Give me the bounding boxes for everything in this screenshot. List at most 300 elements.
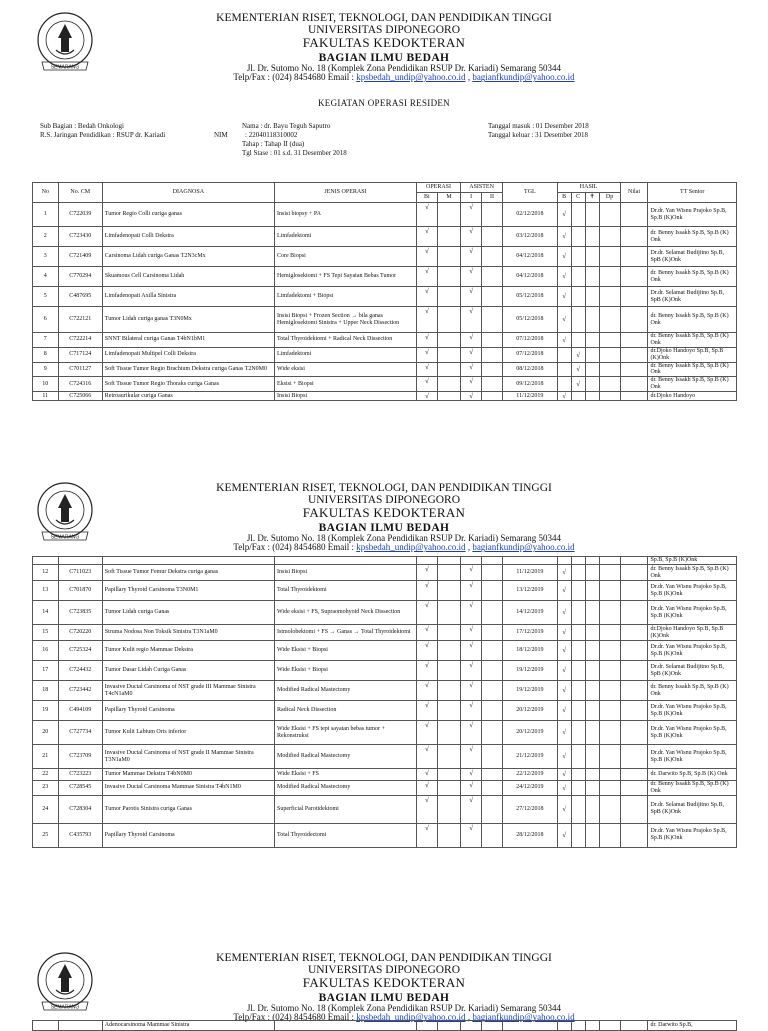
cell-asisten-ii <box>482 795 503 823</box>
cell-hasil-c: √ <box>571 347 585 362</box>
cell-diagnosa: Tumor Mammae Dekstra T4bN0M0 <box>102 769 274 781</box>
cell-asisten-i: √ <box>461 377 482 392</box>
partial-senior: dr. Darwito Sp.B, <box>648 1021 737 1031</box>
cell-operasi-bi: √ <box>416 781 437 796</box>
cell-hasil-b: √ <box>557 581 571 601</box>
resident-nim: : 22040118310002 <box>245 131 298 139</box>
cell-nilai <box>620 287 648 307</box>
cell-jenis-operasi: Limfadektomi + Biopsi <box>274 287 416 307</box>
email-link-1[interactable]: kpsbedah_undip@yahoo.co.id <box>356 72 466 83</box>
cell-hasil-c <box>571 641 585 661</box>
cell-tgl: 27/12/2018 <box>503 795 558 823</box>
cell-no: 7 <box>33 333 59 348</box>
resident-info <box>0 122 768 182</box>
cell-jenis-operasi: Limfadektomi <box>274 347 416 362</box>
cell-asisten-i: √ <box>461 745 482 769</box>
cell-tt-senior: dr. Benny Issakh Sp.B, Sp.B (K) Onk <box>648 227 737 247</box>
cell-no: 15 <box>33 625 59 641</box>
cell-diagnosa: Tumor Kulit Labium Oris inferior <box>102 721 274 745</box>
cell-tgl: 20/12/2019 <box>503 701 558 721</box>
cell-tgl: 17/12/2019 <box>503 625 558 641</box>
cell-nilai <box>620 377 648 392</box>
table-row-carry <box>33 557 737 565</box>
cell-asisten-ii <box>482 392 503 401</box>
address: Jl. Dr. Sutomo No. 18 (Komplek Zona Pendidikan RSUP Dr. Kariadi) Semarang 50344 <box>246 532 562 543</box>
cell-hasil-b: √ <box>557 565 571 581</box>
cell-hasil-b: √ <box>557 247 571 267</box>
cell-nilai <box>620 203 648 227</box>
cell-no: 24 <box>33 795 59 823</box>
table-row <box>33 721 737 745</box>
cell-hasil-cross <box>585 247 599 267</box>
cell-hasil-dp <box>599 661 620 681</box>
university-name: UNIVERSITAS DIPONEGORO <box>307 964 461 977</box>
cell-asisten-i: √ <box>461 347 482 362</box>
cell-hasil-cross <box>585 377 599 392</box>
cell-hasil-b: √ <box>557 661 571 681</box>
cell-nilai <box>620 721 648 745</box>
cell-operasi-m <box>437 641 460 661</box>
cell-hasil-b: √ <box>557 823 571 847</box>
cell-hasil-cross <box>585 347 599 362</box>
cell-tt-senior: dr.Djoko Handoyo Sp.B, Sp.B (K)Onk <box>648 625 737 641</box>
cell-no: 20 <box>33 721 59 745</box>
cell-no-cm: C723709 <box>58 745 102 769</box>
cell-operasi-m <box>437 769 460 781</box>
cell-nilai <box>620 333 648 348</box>
header-dp: Dp <box>599 193 620 203</box>
cell-hasil-b: √ <box>557 625 571 641</box>
cell-asisten-ii <box>482 701 503 721</box>
cell-operasi-m <box>437 227 460 247</box>
cell-asisten-i: √ <box>461 823 482 847</box>
header-ii: II <box>482 193 503 203</box>
cell-no: 22 <box>33 769 59 781</box>
cell-asisten-ii <box>482 347 503 362</box>
cell-operasi-bi: √ <box>416 625 437 641</box>
cell-operasi-m <box>437 625 460 641</box>
cell-hasil-dp <box>599 795 620 823</box>
carry-senior: Sp.B, Sp.B (K)Onk <box>648 557 737 565</box>
cell-hasil-b <box>557 347 571 362</box>
cell-no-cm: C720220 <box>58 625 102 641</box>
cell-operasi-m <box>437 392 460 401</box>
cell-hasil-b: √ <box>557 392 571 401</box>
header-tt-senior: TT Senior <box>648 183 737 203</box>
address: Jl. Dr. Sutomo No. 18 (Komplek Zona Pendidikan RSUP Dr. Kariadi) Semarang 50344 <box>246 62 562 73</box>
cell-jenis-operasi: Total Thyroidectomi <box>275 823 417 847</box>
faculty-name: FAKULTAS KEDOKTERAN <box>302 35 466 51</box>
cell-jenis-operasi: Total Thyroidektomi <box>275 581 417 601</box>
cell-operasi-m <box>437 661 460 681</box>
cell-jenis-operasi: Wide Eksisi + Biopsi <box>275 661 417 681</box>
cell-operasi-bi: √ <box>416 203 437 227</box>
cell-diagnosa: Retroaurikular curiga Ganas <box>102 392 274 401</box>
cell-asisten-i: √ <box>461 681 482 701</box>
cell-no-cm: C721409 <box>58 247 102 267</box>
cell-no: 19 <box>33 701 59 721</box>
cell-operasi-bi: √ <box>416 641 437 661</box>
cell-operasi-m <box>437 823 460 847</box>
cell-operasi-bi: √ <box>416 307 437 333</box>
cell-operasi-bi: √ <box>416 333 437 348</box>
table-row <box>33 392 737 401</box>
cell-asisten-ii <box>482 769 503 781</box>
cell-hasil-b: √ <box>557 333 571 348</box>
ministry-name: KEMENTERIAN RISET, TEKNOLOGI, DAN PENDIDIKAN TINGGI <box>216 952 552 964</box>
cell-operasi-bi: √ <box>416 362 437 377</box>
cell-nilai <box>620 227 648 247</box>
cell-no-cm: C724316 <box>58 377 102 392</box>
cell-no: 21 <box>33 745 59 769</box>
table-row <box>33 333 737 348</box>
cell-no: 25 <box>33 823 59 847</box>
cell-no: 23 <box>33 781 59 796</box>
cell-hasil-dp <box>599 203 620 227</box>
university-name: UNIVERSITAS DIPONEGORO <box>307 24 461 37</box>
cell-hasil-dp <box>599 347 620 362</box>
cell-tgl: 05/12/2018 <box>503 307 558 333</box>
cell-no: 4 <box>33 267 59 287</box>
cell-jenis-operasi: Superficial Parotidektomi <box>275 795 417 823</box>
cell-hasil-b: √ <box>557 769 571 781</box>
cell-hasil-b: √ <box>557 701 571 721</box>
cell-no: 17 <box>33 661 59 681</box>
cell-operasi-m <box>437 565 460 581</box>
cell-nilai <box>620 795 648 823</box>
cell-tgl: 11/12/2019 <box>503 565 558 581</box>
phone-text: Telp/Fax : (024) 8454680 Email : <box>233 1012 357 1023</box>
cell-no-cm: C725324 <box>58 641 102 661</box>
cell-no-cm: C725066 <box>58 392 102 401</box>
address: Jl. Dr. Sutomo No. 18 (Komplek Zona Pendidikan RSUP Dr. Kariadi) Semarang 50344 <box>246 1002 562 1013</box>
cell-asisten-ii <box>482 565 503 581</box>
cell-hasil-c <box>571 581 585 601</box>
cell-nilai <box>620 823 648 847</box>
cell-no-cm: C770294 <box>58 267 102 287</box>
cell-no: 8 <box>33 347 59 362</box>
cell-asisten-ii <box>482 227 503 247</box>
cell-jenis-operasi: Wide Eksisi + FS <box>275 769 417 781</box>
cell-hasil-dp <box>599 823 620 847</box>
email-link-2[interactable]: bagianfkundip@yahoo.co.id <box>472 542 575 553</box>
contact-line <box>0 543 768 552</box>
cell-operasi-bi: √ <box>416 823 437 847</box>
cell-asisten-i: √ <box>461 769 482 781</box>
cell-hasil-b: √ <box>557 745 571 769</box>
cell-tgl: 02/12/2018 <box>503 203 558 227</box>
cell-hasil-b: √ <box>557 307 571 333</box>
cell-asisten-i: √ <box>461 625 482 641</box>
cell-hasil-b: √ <box>557 795 571 823</box>
cell-diagnosa: Skuamous Cell Carsinoma Lidah <box>102 267 274 287</box>
cell-diagnosa: Papillary Thyroid Carsinoma T3N0M1 <box>102 581 274 601</box>
cell-nilai <box>620 247 648 267</box>
cell-no-cm: C722121 <box>58 307 102 333</box>
cell-hasil-b <box>557 377 571 392</box>
cell-no-cm: C494109 <box>58 701 102 721</box>
ministry-name: KEMENTERIAN RISET, TEKNOLOGI, DAN PENDIDIKAN TINGGI <box>216 12 552 24</box>
cell-no-cm: C727734 <box>58 721 102 745</box>
cell-hasil-c: √ <box>571 362 585 377</box>
cell-nilai <box>620 745 648 769</box>
cell-jenis-operasi: Wide Eksisi + FS tepi sayatan bebas tumor + Rekonstruksi <box>275 721 417 745</box>
header-operasi: OPERASI <box>416 183 460 193</box>
tgl-stase: Tgl Stase : 01 s.d. 31 Desember 2018 <box>242 149 347 157</box>
cell-jenis-operasi: Insisi Biopsi + Frozen Section → bila ganas Hemiglosektomi Sinistra + Upper Neck Dissection <box>274 307 416 333</box>
cell-hasil-cross <box>585 781 599 796</box>
cell-hasil-c <box>571 307 585 333</box>
email-link-2[interactable]: bagianfkundip@yahoo.co.id <box>472 1012 575 1023</box>
cell-nilai <box>620 307 648 333</box>
table-row <box>33 203 737 227</box>
cell-diagnosa: Soft Tissue Tumor Regio Thoraks curiga Ganas <box>102 377 274 392</box>
email-link-1[interactable]: kpsbedah_undip@yahoo.co.id <box>356 542 466 553</box>
cell-no: 13 <box>33 581 59 601</box>
cell-operasi-m <box>437 362 460 377</box>
table-row <box>33 267 737 287</box>
cell-tt-senior: dr.Djoko Handoyo Sp.B, Sp.B (K)Onk <box>648 347 737 362</box>
cell-operasi-m <box>437 745 460 769</box>
cell-hasil-b: √ <box>557 267 571 287</box>
cell-diagnosa: Limfadenopati Axilla Sinistra <box>102 287 274 307</box>
cell-hasil-c <box>571 227 585 247</box>
cell-hasil-cross <box>585 701 599 721</box>
cell-hasil-b <box>557 362 571 377</box>
cell-hasil-b: √ <box>557 601 571 625</box>
cell-operasi-bi: √ <box>416 601 437 625</box>
cell-hasil-c <box>571 247 585 267</box>
header-jenis-operasi: JENIS OPERASI <box>274 183 416 203</box>
header-c: C <box>571 193 585 203</box>
cell-no-cm: C723835 <box>58 601 102 625</box>
cell-asisten-ii <box>482 641 503 661</box>
cell-operasi-m <box>437 247 460 267</box>
table-row <box>33 377 737 392</box>
cell-diagnosa: SNNT Bilateral curiga Ganas T4bN1bM1 <box>102 333 274 348</box>
cell-asisten-i: √ <box>461 601 482 625</box>
cell-hasil-dp <box>599 781 620 796</box>
cell-operasi-bi: √ <box>416 681 437 701</box>
cell-asisten-i: √ <box>461 307 482 333</box>
cell-operasi-bi: √ <box>416 701 437 721</box>
header-diagnosa: DIAGNOSA <box>102 183 274 203</box>
document-page-1 <box>0 0 768 470</box>
department-name: BAGIAN ILMU BEDAH <box>318 991 450 1004</box>
cell-asisten-ii <box>482 721 503 745</box>
table-row <box>33 701 737 721</box>
sub-bagian: Sub Bagian : Bedah Onkologi <box>40 122 124 130</box>
cell-operasi-m <box>437 287 460 307</box>
cell-nilai <box>620 781 648 796</box>
cell-jenis-operasi: Eksisi + Biopsi <box>274 377 416 392</box>
cell-no-cm: C724432 <box>58 661 102 681</box>
cell-operasi-bi: √ <box>416 347 437 362</box>
cell-jenis-operasi: Hemiglosektomi + FS Tepi Sayatan Bebas Tumor <box>274 267 416 287</box>
cell-nilai <box>620 661 648 681</box>
cell-nilai <box>620 681 648 701</box>
table-row <box>33 745 737 769</box>
tanggal-masuk: Tanggal masuk : 01 Desember 2018 <box>488 122 589 130</box>
cell-hasil-dp <box>599 625 620 641</box>
cell-hasil-cross <box>585 581 599 601</box>
cell-hasil-dp <box>599 601 620 625</box>
cell-tgl: 21/12/2019 <box>503 745 558 769</box>
cell-diagnosa: Invasive Ductal Carsinoma of NST grade II Mammae Sinistra T3N1aM0 <box>102 745 274 769</box>
cell-diagnosa: Limfadenopati Multipel Colli Dekstra <box>102 347 274 362</box>
header-b: B <box>557 193 571 203</box>
table-row <box>33 823 737 847</box>
cell-no-cm: C701127 <box>58 362 102 377</box>
cell-tt-senior: dr.Djoko Handoyo <box>648 392 737 401</box>
email-link-2[interactable]: bagianfkundip@yahoo.co.id <box>472 72 575 83</box>
logo-text: SEMARANG <box>50 64 80 71</box>
cell-asisten-i: √ <box>461 701 482 721</box>
cell-operasi-m <box>437 795 460 823</box>
header-nilai: Nilai <box>620 183 648 203</box>
cell-operasi-m <box>437 581 460 601</box>
cell-jenis-operasi: Insisi Biopsi <box>275 565 417 581</box>
cell-hasil-cross <box>585 287 599 307</box>
cell-asisten-ii <box>482 823 503 847</box>
university-name: UNIVERSITAS DIPONEGORO <box>307 494 461 507</box>
cell-diagnosa: Carsinoma Lidah curiga Ganas T2N3cMx <box>102 247 274 267</box>
cell-no: 14 <box>33 601 59 625</box>
table-row <box>33 362 737 377</box>
cell-asisten-ii <box>482 267 503 287</box>
cell-hasil-dp <box>599 641 620 661</box>
cell-jenis-operasi: Insisi biopsy + PA <box>274 203 416 227</box>
cell-hasil-b: √ <box>557 203 571 227</box>
cell-jenis-operasi: Istmolobektomi + FS → Ganas → Total Thyroidektomi <box>275 625 417 641</box>
cell-no: 9 <box>33 362 59 377</box>
cell-operasi-m <box>437 721 460 745</box>
cell-jenis-operasi: Total Thyroidektomi + Radical Neck Dissection <box>274 333 416 348</box>
cell-asisten-ii <box>482 377 503 392</box>
cell-tt-senior: Dr.dr. Yan Wisnu Prajoko Sp.B, Sp.B (K)Onk <box>648 641 737 661</box>
cell-operasi-bi: √ <box>416 287 437 307</box>
cell-operasi-m <box>437 601 460 625</box>
cell-no: 2 <box>33 227 59 247</box>
cell-no: 6 <box>33 307 59 333</box>
cell-nilai <box>620 769 648 781</box>
cell-operasi-bi: √ <box>416 745 437 769</box>
cell-hasil-c <box>571 823 585 847</box>
cell-operasi-bi: √ <box>416 565 437 581</box>
cell-hasil-c <box>571 601 585 625</box>
contact-line <box>0 73 768 82</box>
cell-jenis-operasi: Insisi Biopsi <box>274 392 416 401</box>
cell-hasil-c <box>571 625 585 641</box>
cell-jenis-operasi: Core Biopsi <box>274 247 416 267</box>
cell-asisten-i: √ <box>461 287 482 307</box>
cell-no-cm: C487695 <box>58 287 102 307</box>
cell-asisten-ii <box>482 781 503 796</box>
cell-no-cm: C723223 <box>58 769 102 781</box>
cell-jenis-operasi: Modified Radical Mastectomy <box>275 781 417 796</box>
cell-operasi-m <box>437 203 460 227</box>
cell-hasil-cross <box>585 333 599 348</box>
cell-hasil-cross <box>585 661 599 681</box>
cell-tt-senior: dr. Benny Issakh Sp.B, Sp.B (K) Onk <box>648 377 737 392</box>
tanggal-keluar: Tanggal keluar : 31 Desember 2018 <box>488 131 589 139</box>
cell-nilai <box>620 565 648 581</box>
letterhead <box>0 0 768 90</box>
cell-diagnosa: Papillary Thyroid Carsinoma <box>102 823 274 847</box>
cell-asisten-ii <box>482 307 503 333</box>
cell-hasil-c <box>571 661 585 681</box>
cell-no: 5 <box>33 287 59 307</box>
cell-hasil-c <box>571 769 585 781</box>
cell-no-cm: C728304 <box>58 795 102 823</box>
cell-tt-senior: Dr.dr. Yan Wisnu Prajoko Sp.B, Sp.B (K)Onk <box>648 601 737 625</box>
cell-tgl: 05/12/2018 <box>503 287 558 307</box>
cell-no-cm: C722214 <box>58 333 102 348</box>
cell-hasil-c <box>571 267 585 287</box>
letterhead-3 <box>0 940 768 1030</box>
email-separator: , <box>465 1012 473 1023</box>
faculty-name: FAKULTAS KEDOKTERAN <box>302 975 466 991</box>
cell-no-cm: C722039 <box>58 203 102 227</box>
cell-hasil-dp <box>599 333 620 348</box>
cell-tgl: 08/12/2018 <box>503 362 558 377</box>
header-cross: ✝ <box>585 193 599 203</box>
cell-hasil-c <box>571 287 585 307</box>
cell-hasil-dp <box>599 227 620 247</box>
ministry-name: KEMENTERIAN RISET, TEKNOLOGI, DAN PENDIDIKAN TINGGI <box>216 482 552 494</box>
cell-tt-senior: Dr.dr. Yan Wisnu Prajoko Sp.B, Sp.B (K)Onk <box>648 581 737 601</box>
cell-hasil-cross <box>585 203 599 227</box>
table-row-partial <box>33 1021 737 1031</box>
table-row <box>33 247 737 267</box>
cell-operasi-bi: √ <box>416 769 437 781</box>
cell-asisten-i: √ <box>461 721 482 745</box>
table-row <box>33 681 737 701</box>
table-row <box>33 641 737 661</box>
cell-hasil-c <box>571 701 585 721</box>
cell-hasil-dp <box>599 721 620 745</box>
cell-hasil-dp <box>599 377 620 392</box>
cell-hasil-b: √ <box>557 287 571 307</box>
cell-hasil-b: √ <box>557 781 571 796</box>
cell-hasil-dp <box>599 681 620 701</box>
document-title: KEGIATAN OPERASI RESIDEN <box>318 98 450 108</box>
operation-table-3 <box>32 1020 737 1031</box>
cell-hasil-dp <box>599 267 620 287</box>
cell-tt-senior: Dr.dr. Selamat Budijitno Sp.B, SpB (K)Onk <box>648 661 737 681</box>
cell-operasi-bi: √ <box>416 377 437 392</box>
cell-asisten-i: √ <box>461 203 482 227</box>
cell-asisten-ii <box>482 681 503 701</box>
email-link-1[interactable]: kpsbedah_undip@yahoo.co.id <box>356 1012 466 1023</box>
cell-tgl: 07/12/2018 <box>503 333 558 348</box>
cell-hasil-dp <box>599 362 620 377</box>
cell-tt-senior: dr. Benny Issakh Sp.B, Sp.B (K) Onk <box>648 362 737 377</box>
cell-hasil-cross <box>585 565 599 581</box>
cell-tt-senior: Dr.dr. Yan Wisnu Prajoko Sp.B, Sp.B (K)Onk <box>648 721 737 745</box>
partial-diagnosa: Adenocarsinoma Mammae Sinistra <box>102 1021 274 1031</box>
cell-asisten-i: √ <box>461 641 482 661</box>
cell-hasil-c <box>571 333 585 348</box>
cell-operasi-m <box>437 267 460 287</box>
cell-asisten-ii <box>482 581 503 601</box>
cell-hasil-cross <box>585 795 599 823</box>
cell-no-cm: C728545 <box>58 781 102 796</box>
cell-diagnosa: Limfadenopati Colli Dekstra <box>102 227 274 247</box>
phone-text: Telp/Fax : (024) 8454680 Email : <box>233 542 357 553</box>
cell-hasil-cross <box>585 721 599 745</box>
header-no: No <box>33 183 59 203</box>
